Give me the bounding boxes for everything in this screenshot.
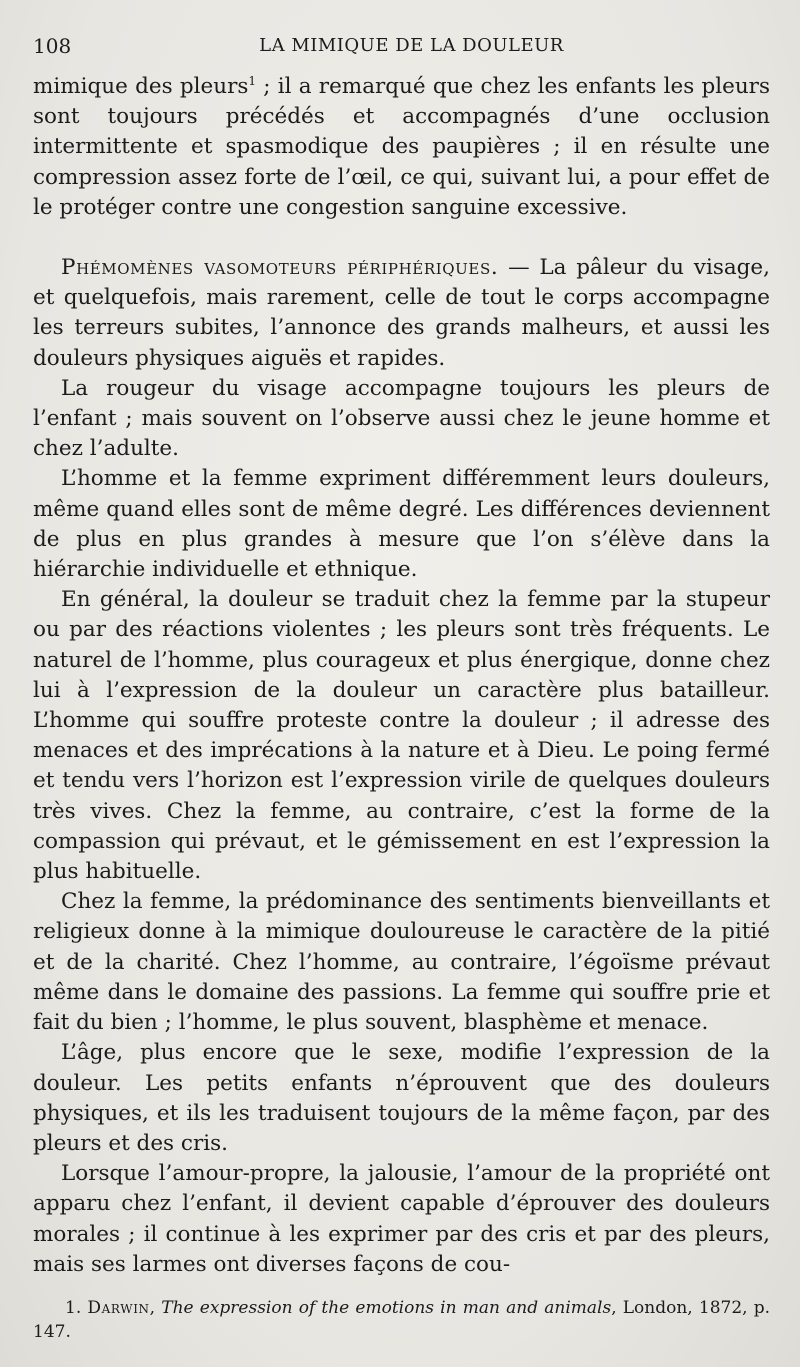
paragraph-5: En général, la douleur se traduit chez la femme par la stupeur ou par des réactions violentes ; les pleurs sont très fréquents. Le naturel de l’homme, plus courageux et plus énergique, donne chez lui à l’expression de la douleur un caractère plus batailleur. L’homme qui souffre proteste contre la douleur ; il adresse des menaces et des imprécations à la nature et à Dieu. Le poing fermé et tendu vers l’horizon est l’expression virile de quelques douleurs très vives. Chez la femme, au contraire, c’est la forme de la compassion qui prévaut, et le gémissement en est l’expression la plus habituelle. bbox=[33, 587, 770, 885]
footnote-marker: 1 bbox=[248, 73, 257, 88]
paragraph-4: L’homme et la femme expriment différemment leurs douleurs, même quand elles sont de même degré. Les différences deviennent de plus en plus grandes à mesure que l’on s’élève dans la hiérarchie individuelle et ethnique. bbox=[33, 466, 770, 583]
footnote: 1. Darwin, The expression of the emotions in man and animals, London, 1872, p. 147. bbox=[33, 1297, 770, 1342]
body-text bbox=[33, 72, 770, 1280]
page-number: 108 bbox=[33, 34, 72, 58]
paragraph-8: Lorsque l’amour-propre, la jalousie, l’amour de la propriété ont apparu chez l’enfant, il devient capable d’éprouver des douleurs morales ; il continue à les exprimer par des cris et par des pleurs, mais ses larmes ont diverses façons de cou- bbox=[33, 1161, 770, 1277]
section-heading: Phémomènes vasomoteurs périphériques. bbox=[61, 255, 499, 281]
paragraph-1-rest: ; il a remarqué que chez les enfants les pleurs sont toujours précédés et accompagnés d’une occlusion intermittente et spasmodique des paupières ; il en résulte une compression assez forte de l’œil, ce qui, suivant lui, a pour effet de le protéger contre une congestion sanguine excessive. bbox=[33, 74, 770, 220]
paragraph-7: L’âge, plus encore que le sexe, modifie l’expression de la douleur. Les petits enfants n’éprouvent que des douleurs physiques, et ils les traduisent toujours de la même façon, par des pleurs et des cris. bbox=[33, 1040, 770, 1156]
paragraph-6: Chez la femme, la prédominance des sentiments bienveillants et religieux donne à la mimique douloureuse le caractère de la pitié et de la charité. Chez l’homme, au contraire, l’égoïsme prévaut même dans le domaine des passions. La femme qui souffre prie et fait du bien ; l’homme, le plus souvent, blasphème et menace. bbox=[33, 889, 770, 1036]
running-title: LA MIMIQUE DE LA DOULEUR bbox=[259, 35, 564, 56]
paragraph-1-start: mimique des pleurs bbox=[33, 74, 249, 99]
footnote-place-date: , London, 1872, p. 147. bbox=[33, 1297, 770, 1342]
paragraph-2-body: — La pâleur du visage, et quelquefois, mais rarement, celle de tout le corps accompagne les terreurs subites, l’annonce des grands malheurs, et aussi les douleurs physiques aiguës et rapides. bbox=[33, 255, 770, 371]
running-head bbox=[33, 30, 770, 62]
paragraph-2 bbox=[33, 253, 770, 374]
footnote-number: 1. bbox=[65, 1297, 82, 1318]
footnote-author: Darwin bbox=[87, 1297, 150, 1318]
paragraph-1 bbox=[33, 72, 770, 223]
footnote-title: The expression of the emotions in man and animals bbox=[161, 1297, 612, 1318]
paragraph-3: La rougeur du visage accompagne toujours les pleurs de l’enfant ; mais souvent on l’observe aussi chez le jeune homme et chez l’adulte. bbox=[33, 375, 770, 462]
